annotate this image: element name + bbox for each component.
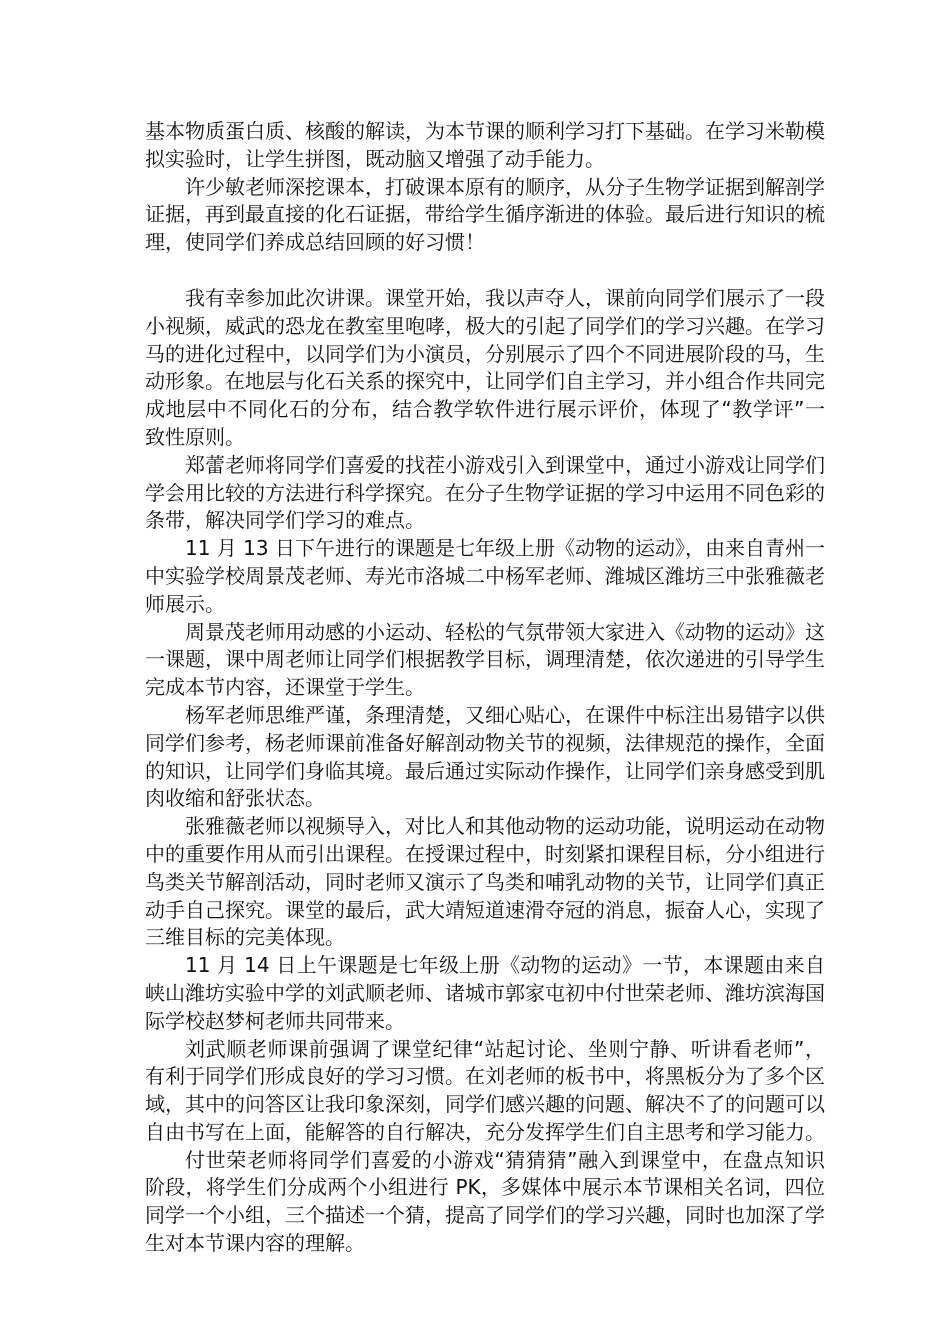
paragraph-6: 周景茂老师用动感的小运动、轻松的气氛带领大家进入《动物的运动》这一课题，课中周老师让同学们根据教学目标，调理清楚，依次递进的引导学生完成本节内容，还课堂于学生。 — [145, 619, 825, 700]
paragraph-11: 付世荣老师将同学们喜爱的小游戏“猜猜猜”融入到课堂中，在盘点知识阶段，将学生们分成两个小组进行 PK，多媒体中展示本节课相关名词，四位同学一个小组，三个描述一个猜，提高了同学们的学习兴趣，同时也加深了学生对本节课内容的理解。 — [145, 1147, 825, 1256]
paragraph-8: 张雅薇老师以视频导入，对比人和其他动物的运动功能，说明运动在动物中的重要作用从而引出课程。在授课过程中，时刻紧扣课程目标，分小组进行鸟类关节解剖活动，同时老师又演示了鸟类和哺乳动物的关节，让同学们真正动手自己探究。课堂的最后，武大靖短道速滑夺冠的消息，振奋人心，实现了三维目标的完美体现。 — [145, 814, 825, 950]
paragraph-10: 刘武顺老师课前强调了课堂纪律“站起讨论、坐则宁静、听讲看老师”，有利于同学们形成良好的学习习惯。在刘老师的板书中，将黑板分为了多个区域，其中的问答区让我印象深刻，同学们感兴趣的问题、解决不了的问题可以自由书写在上面，能解答的自行解决，充分发挥学生们自主思考和学习能力。 — [145, 1036, 825, 1144]
document-body — [145, 118, 825, 1258]
paragraph-3: 我有幸参加此次讲课。课堂开始，我以声夺人，课前向同学们展示了一段小视频，威武的恐龙在教室里咆哮，极大的引起了同学们的学习兴趣。在学习马的进化过程中，以同学们为小演员，分别展示了四个不同进展阶段的马，生动形象。在地层与化石关系的探究中，让同学们自主学习，并小组合作共同完成地层中不同化石的分布，结合教学软件进行展示评价，体现了“教学评”一致性原则。 — [145, 285, 825, 449]
paragraph-4: 郑蕾老师将同学们喜爱的找茬小游戏引入到课堂中，通过小游戏让同学们学会用比较的方法进行科学探究。在分子生物学证据的学习中运用不同色彩的条带，解决同学们学习的难点。 — [145, 452, 825, 533]
paragraph-5: 11 月 13 日下午进行的课题是七年级上册《动物的运动》，由来自青州一中实验学校周景茂老师、寿光市洛城二中杨军老师、潍城区潍坊三中张雅薇老师展示。 — [145, 536, 825, 616]
paragraph-9: 11 月 14 日上午课题是七年级上册《动物的运动》一节，本课题由来自峡山潍坊实验中学的刘武顺老师、诸城市郭家屯初中付世荣老师、潍坊滨海国际学校赵梦柯老师共同带来。 — [145, 953, 825, 1033]
paragraph-1: 基本物质蛋白质、核酸的解读，为本节课的顺利学习打下基础。在学习米勒模拟实验时，让学生拼图，既动脑又增强了动手能力。 — [145, 119, 825, 171]
paragraph-2: 许少敏老师深挖课本，打破课本原有的顺序，从分子生物学证据到解剖学证据，再到最直接的化石证据，带给学生循序渐进的体验。最后进行知识的梳理，使同学们养成总结回顾的好习惯！ — [145, 174, 825, 255]
paragraph-7: 杨军老师思维严谨，条理清楚，又细心贴心，在课件中标注出易错字以供同学们参考，杨老师课前准备好解剖动物关节的视频，法律规范的操作，全面的知识，让同学们身临其境。最后通过实际动作操作，让同学们亲身感受到肌肉收缩和舒张状态。 — [145, 702, 825, 811]
paragraph-gap — [145, 257, 825, 285]
